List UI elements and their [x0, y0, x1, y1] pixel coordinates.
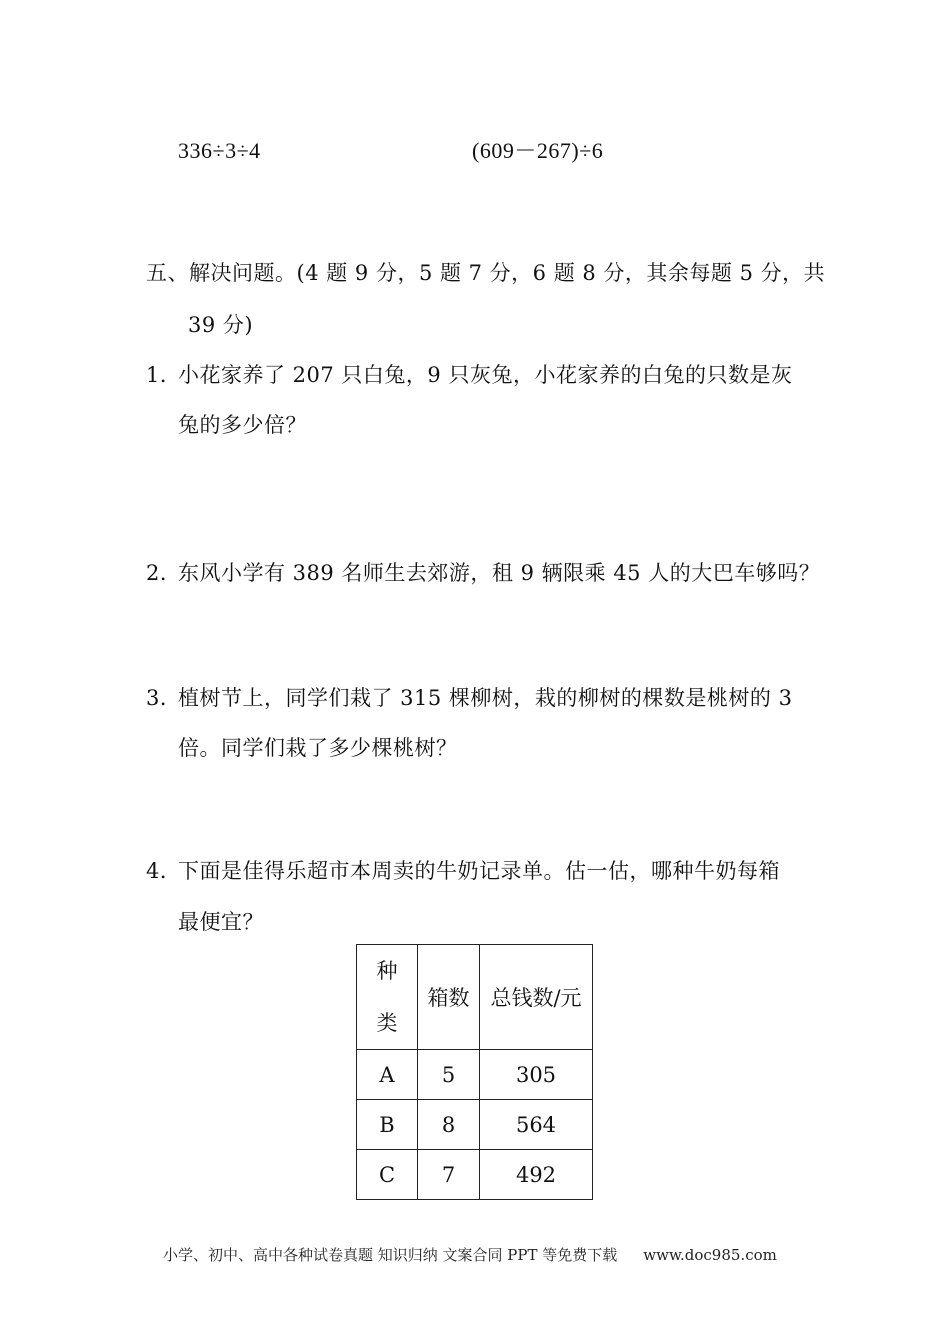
cell-kind: B [357, 1100, 418, 1150]
question-text-continued: 最便宜？ [178, 910, 264, 934]
cell-boxes: 8 [418, 1100, 480, 1150]
header-boxes: 箱数 [418, 945, 480, 1050]
expression-right: (609－267)÷6 [472, 138, 604, 163]
cell-boxes: 5 [418, 1050, 480, 1100]
cell-total: 564 [480, 1100, 593, 1150]
milk-sales-table [356, 944, 593, 1200]
question-text-continued: 兔的多少倍？ [178, 413, 307, 437]
cell-kind: C [357, 1150, 418, 1200]
header-total: 总钱数/元 [480, 945, 593, 1050]
section-heading: 五、解决问题。(4 题 9 分，5 题 7 分，6 题 8 分，其余每题 5 分，共 [146, 261, 826, 285]
cell-boxes: 7 [418, 1150, 480, 1200]
cell-kind: A [357, 1050, 418, 1100]
question-number: 4． [146, 859, 182, 883]
cell-total: 492 [480, 1150, 593, 1200]
question-text: 下面是佳得乐超市本周卖的牛奶记录单。估一估，哪种牛奶每箱 [178, 859, 780, 883]
table-row [357, 1100, 593, 1150]
cell-total: 305 [480, 1050, 593, 1100]
header-kind [357, 945, 418, 1050]
header-kind-bottom: 类 [376, 1011, 398, 1035]
footer-site: www.doc985.com [643, 1246, 777, 1264]
question-text: 小花家养了 207 只白兔，9 只灰兔，小花家养的白兔的只数是灰 [178, 363, 793, 387]
question-text-continued: 倍。同学们栽了多少棵桃树？ [178, 736, 458, 760]
table-row [357, 1050, 593, 1100]
table-row [357, 1150, 593, 1200]
header-kind-top: 种 [376, 959, 398, 983]
table-header-row [357, 945, 593, 1050]
question-text: 植树节上，同学们栽了 315 棵柳树，栽的柳树的棵数是桃树的 3 [178, 686, 793, 710]
question-number: 3． [146, 686, 182, 710]
page-footer [163, 1244, 777, 1266]
section-heading-continued: 39 分) [188, 313, 254, 337]
question-number: 2． [146, 561, 182, 585]
question-text: 东风小学有 389 名师生去郊游，租 9 辆限乘 45 人的大巴车够吗？ [178, 561, 821, 585]
expression-left: 336÷3÷4 [178, 138, 261, 163]
question-number: 1． [146, 363, 182, 387]
footer-text: 小学、初中、高中各种试卷真题 知识归纳 文案合同 PPT 等免费下载 [163, 1246, 618, 1264]
